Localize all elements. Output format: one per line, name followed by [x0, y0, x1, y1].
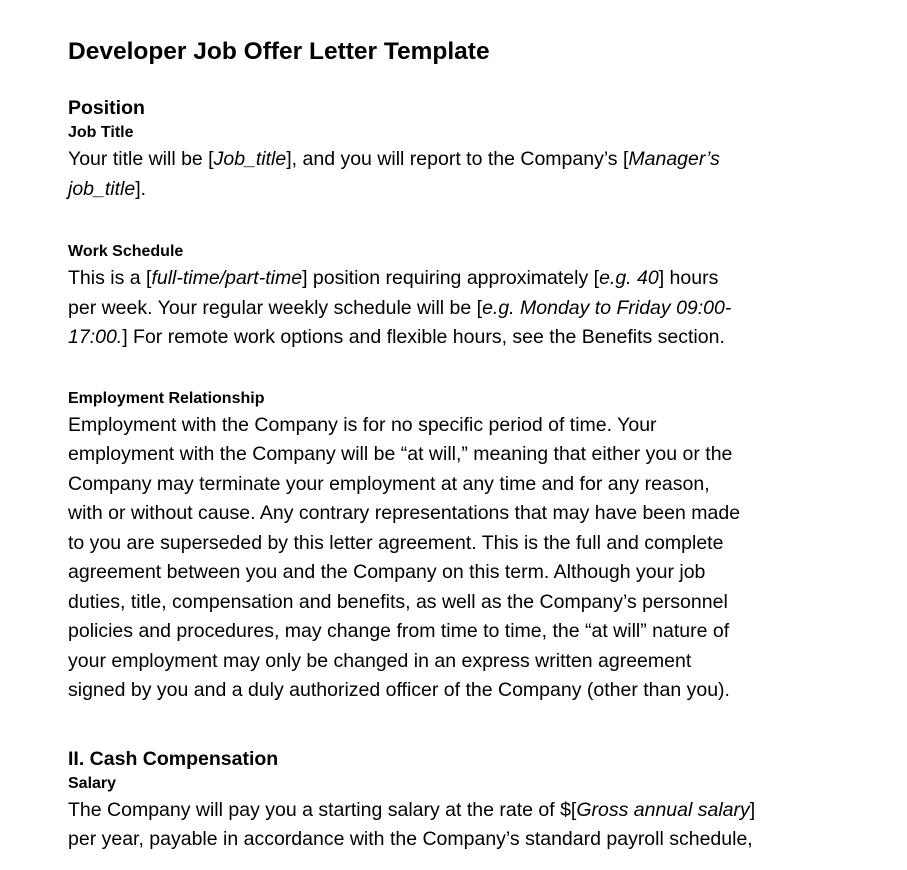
text-line: duties, title, compensation and benefits, as well as the Company’s personnel — [68, 590, 728, 613]
section-heading-cash-compensation: II. Cash Compensation — [68, 747, 279, 770]
paragraph-employment-relationship — [68, 411, 858, 706]
text-line — [68, 264, 858, 294]
placeholder-text: job_title — [68, 177, 136, 200]
document-title: Developer Job Offer Letter Template — [68, 38, 490, 65]
text-run: ] For remote work options and flexible hours, see the Benefits section. — [122, 326, 725, 348]
subheading-employment-relationship: Employment Relationship — [68, 389, 265, 407]
text-line: signed by you and a duly authorized officer of the Company (other than you). — [68, 679, 730, 701]
text-run: ] position requiring approximately [ — [302, 267, 600, 289]
text-line: per year, payable in accordance with the Company’s standard payroll schedule, — [68, 828, 753, 850]
paragraph-job-title — [68, 145, 858, 204]
text-run: The Company will pay you a starting salary at the rate of $[ — [68, 798, 577, 821]
spacer — [68, 353, 868, 387]
placeholder-text: e.g. 40 — [599, 267, 659, 289]
text-line — [68, 323, 858, 353]
section-heading-position: Position — [68, 97, 145, 119]
text-line: policies and procedures, may change from time to time, the “at will” nature of — [68, 620, 730, 642]
text-line — [68, 294, 858, 324]
spacer — [68, 204, 868, 240]
text-line — [68, 796, 858, 826]
document-page — [68, 36, 868, 855]
text-run: Your title will be [ — [68, 148, 214, 170]
placeholder-text: Job_title — [213, 148, 287, 170]
paragraph-salary — [68, 796, 858, 855]
paragraph-work-schedule — [68, 264, 858, 353]
text-run: ]. — [135, 177, 147, 200]
placeholder-text: e.g. Monday to Friday 09:00- — [482, 296, 732, 319]
subheading-job-title: Job Title — [68, 124, 134, 141]
subheading-salary: Salary — [68, 774, 117, 792]
text-run: This is a [ — [68, 267, 152, 289]
text-line: employment with the Company will be “at will,” meaning that either you or the — [68, 443, 733, 465]
spacer — [68, 68, 868, 95]
text-run: per week. Your regular weekly schedule will be [ — [68, 296, 483, 319]
text-line — [68, 145, 858, 175]
spacer — [68, 706, 868, 746]
text-line: agreement between you and the Company on this term. Although your job — [68, 561, 706, 583]
text-run: ] — [749, 798, 756, 821]
placeholder-text: Gross annual salary — [576, 798, 750, 821]
placeholder-text: 17:00. — [68, 326, 123, 348]
text-run: ], and you will report to the Company’s [ — [286, 148, 629, 170]
text-line: with or without cause. Any contrary representations that may have been made — [68, 502, 741, 524]
text-line: Company may terminate your employment at any time and for any reason, — [68, 472, 710, 495]
text-line: your employment may only be changed in an express written agreement — [68, 649, 692, 672]
text-run: ] hours — [658, 267, 719, 289]
subheading-work-schedule: Work Schedule — [68, 243, 184, 260]
placeholder-text: full-time/part-time — [151, 267, 303, 289]
text-line: to you are superseded by this letter agreement. This is the full and complete — [68, 531, 724, 554]
text-line: Employment with the Company is for no specific period of time. Your — [68, 413, 657, 436]
placeholder-text: Manager’s — [628, 148, 720, 170]
text-line — [68, 175, 858, 205]
